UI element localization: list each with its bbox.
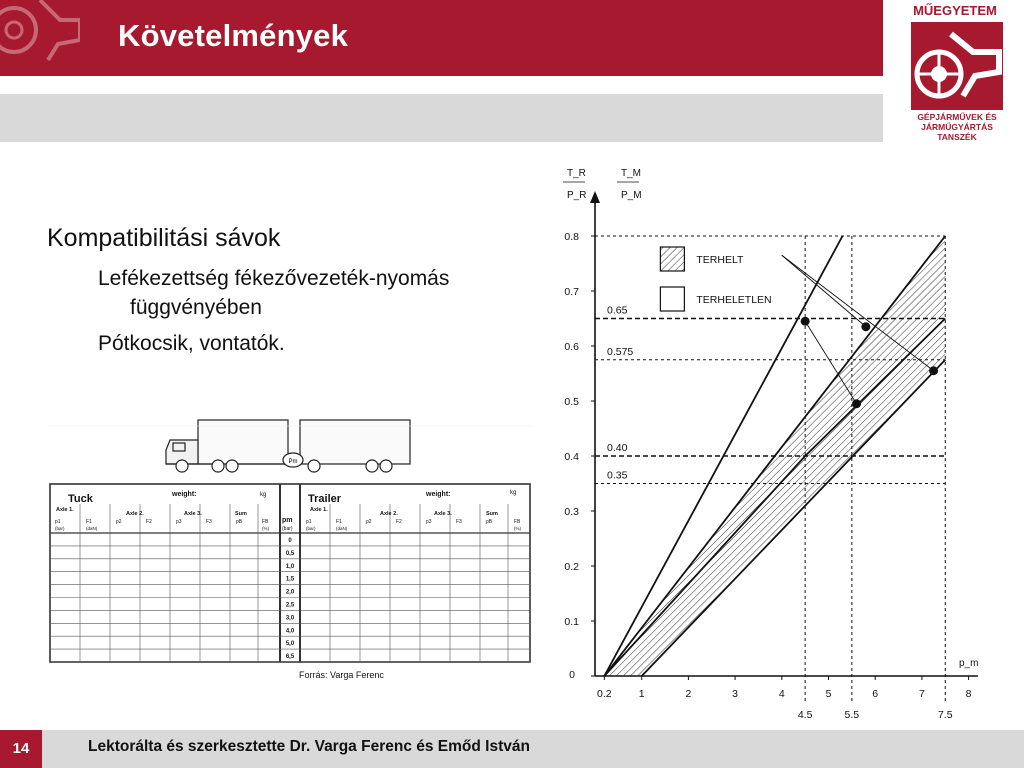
col-head: pB xyxy=(236,519,243,525)
data-point xyxy=(801,317,810,326)
x-tick-label: 3 xyxy=(732,688,739,700)
sum-label: Sum xyxy=(486,511,498,517)
logo-caption-line: GÉPJÁRMŰVEK ÉS xyxy=(917,112,997,122)
unit-label: (%) xyxy=(262,526,269,531)
axle-label: Axle 3. xyxy=(184,511,202,517)
wheel-decoration-icon xyxy=(0,0,80,76)
measurement-table-figure xyxy=(48,412,534,668)
compatibility-band-chart xyxy=(545,160,985,722)
car-wheel-icon xyxy=(911,22,1003,110)
x-axis-label: p_m xyxy=(959,658,979,669)
x-tick-label: 4 xyxy=(778,688,785,700)
trailer-heading: Trailer xyxy=(308,493,342,505)
col-head: p1 xyxy=(306,519,312,525)
unit-label: (bar) xyxy=(306,526,316,531)
col-head: pB xyxy=(486,519,493,525)
y-tick-label: 0.1 xyxy=(564,616,579,628)
x-tick-label: 5 xyxy=(825,688,832,700)
series-line xyxy=(642,360,946,676)
col-head: p2 xyxy=(366,519,372,525)
y-tick-label: 0.4 xyxy=(564,451,579,463)
axle-label: Axle 1. xyxy=(56,507,74,513)
y-tick-label: 0.5 xyxy=(564,396,579,408)
kg-unit: kg xyxy=(260,492,267,498)
subtitle-band xyxy=(0,94,883,142)
footer-credits: Lektorálta és szerkesztette Dr. Varga Ferenc és Emőd István xyxy=(88,738,530,755)
pm-value: 0,5 xyxy=(285,550,295,557)
axle-label: Axle 3. xyxy=(434,511,452,517)
legend-label: TERHELETLEN xyxy=(696,294,772,306)
leader-line xyxy=(782,255,866,327)
page-number: 14 xyxy=(0,730,42,768)
pm-column-head: pm xyxy=(282,517,293,524)
bullet-text: függvényében xyxy=(130,296,262,319)
x-tick-extra-label: 7.5 xyxy=(937,709,953,721)
legend-swatch xyxy=(660,247,684,271)
pm-value: 1,5 xyxy=(285,576,295,583)
logo-caption xyxy=(907,112,1007,142)
x-tick-label: 2 xyxy=(685,688,692,700)
tuck-heading: Tuck xyxy=(68,493,93,505)
unit-label: (daN) xyxy=(86,526,98,531)
y-label-left-num: T_R xyxy=(567,168,586,179)
data-point xyxy=(861,322,870,331)
y-tick-label: 0.6 xyxy=(564,341,579,353)
pm-value: 4,0 xyxy=(285,628,295,635)
bullet-item xyxy=(98,264,538,322)
data-table-grid xyxy=(50,484,530,662)
y-label-left-den: P_R xyxy=(567,190,587,201)
bullet-item: Pótkocsik, vontatók. xyxy=(98,332,285,355)
col-head: p3 xyxy=(426,519,432,525)
pm-value: 1,0 xyxy=(285,563,295,570)
unit-label: (bar) xyxy=(282,526,293,532)
axle-label: Axle 2. xyxy=(126,511,144,517)
kg-unit: kg xyxy=(510,490,517,496)
axle-label: Axle 2. xyxy=(380,511,398,517)
axle-label: Axle 1. xyxy=(310,507,328,513)
col-head: p3 xyxy=(176,519,182,525)
col-head: F2 xyxy=(396,519,402,525)
bullet-text: Lefékezettség fékezővezeték-nyomás xyxy=(98,267,450,290)
pm-value: 5,0 xyxy=(285,641,295,648)
x-tick-label: 6 xyxy=(872,688,879,700)
col-head: F3 xyxy=(206,519,212,525)
pm-value: 3,0 xyxy=(285,615,295,622)
x-tick-label: 0.2 xyxy=(597,688,612,700)
x-tick-label: 7 xyxy=(918,688,925,700)
terhelt-band-area xyxy=(604,319,945,677)
figure-source: Forrás: Varga Ferenc xyxy=(299,670,384,680)
y-label-right-den: P_M xyxy=(621,190,642,201)
y-label-right-num: T_M xyxy=(621,168,641,179)
unit-label: (daN) xyxy=(336,526,348,531)
logo-caption-line: JÁRMŰGYÁRTÁS xyxy=(921,122,993,132)
logo-caption-line: TANSZÉK xyxy=(937,132,977,142)
pm-label: Pm xyxy=(288,459,298,465)
y-axis-arrow xyxy=(590,191,600,203)
col-head: p2 xyxy=(116,519,122,525)
pm-value: 2,5 xyxy=(285,602,295,609)
col-head: F1 xyxy=(336,519,342,525)
content-heading: Kompatibilitási sávok xyxy=(47,224,281,252)
col-head: p1 xyxy=(55,519,61,525)
x-tick-label: 8 xyxy=(965,688,972,700)
table-columns xyxy=(80,504,508,662)
logo-text: MŰEGYETEM xyxy=(913,3,997,18)
col-head: F3 xyxy=(456,519,462,525)
pm-values xyxy=(286,538,295,660)
pm-value: 0 xyxy=(288,538,292,544)
unit-label: (%) xyxy=(514,526,521,531)
page-title: Követelmények xyxy=(118,18,349,53)
y-tick-label: 0.3 xyxy=(564,506,579,518)
col-head: F1 xyxy=(86,519,92,525)
x-tick-extra-label: 5.5 xyxy=(844,709,860,721)
pm-value: 2,0 xyxy=(285,589,295,596)
col-head: FB xyxy=(262,519,269,525)
y-tick-label: 0.7 xyxy=(564,286,579,298)
y-tick-label: 0.2 xyxy=(564,561,579,573)
weight-label: weight: xyxy=(426,491,451,498)
data-point xyxy=(929,366,938,375)
legend-swatch xyxy=(660,287,684,311)
pm-value: 6,5 xyxy=(285,654,295,661)
data-point xyxy=(852,399,861,408)
col-head: F2 xyxy=(146,519,152,525)
university-logo xyxy=(907,0,1003,148)
x-tick-extra-label: 4.5 xyxy=(797,709,813,721)
reference-line-label: 0.40 xyxy=(607,442,628,454)
sum-label: Sum xyxy=(235,511,247,517)
x-tick-label: 1 xyxy=(638,688,645,700)
unit-label: (bar) xyxy=(55,526,65,531)
y-tick-label: 0.8 xyxy=(564,231,579,243)
col-head: FB xyxy=(514,519,521,525)
legend-label: TERHELT xyxy=(696,254,744,266)
reference-line-label: 0.575 xyxy=(607,345,634,358)
reference-line-label: 0.65 xyxy=(607,304,628,317)
weight-label: weight: xyxy=(172,491,197,498)
logo-emblem xyxy=(911,22,1003,110)
reference-line-label: 0.35 xyxy=(607,469,628,482)
y-tick-label: 0 xyxy=(569,669,575,681)
